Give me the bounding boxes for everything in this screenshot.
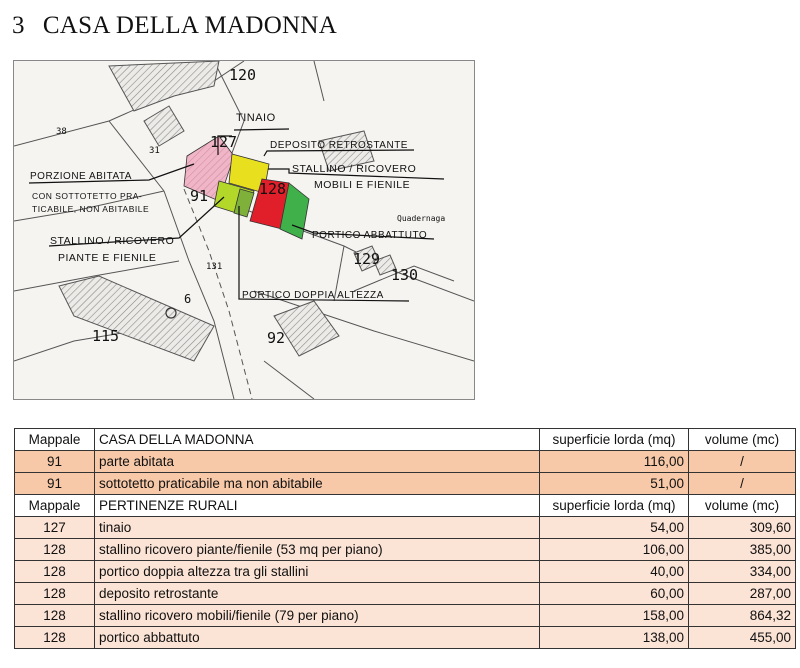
cell-volume: 455,00 <box>689 627 796 649</box>
parcel-130: 130 <box>391 266 419 284</box>
table-row <box>15 583 796 605</box>
table-header-row <box>15 429 796 451</box>
table-header-row <box>15 495 796 517</box>
cell-volume: 309,60 <box>689 517 796 539</box>
parcel-127: 127 <box>210 133 238 151</box>
cell-superficie: 60,00 <box>540 583 689 605</box>
header-pertinenze-rurali: PERTINENZE RURALI <box>95 495 540 517</box>
table-row <box>15 605 796 627</box>
parcel-91: 91 <box>190 187 209 205</box>
cell-mappale: 128 <box>15 605 95 627</box>
cell-mappale: 128 <box>15 539 95 561</box>
cell-mappale: 91 <box>15 473 95 495</box>
parcel-129: 129 <box>353 250 381 268</box>
cell-superficie: 116,00 <box>540 451 689 473</box>
cell-superficie: 138,00 <box>540 627 689 649</box>
label-stallino-piante-2: PIANTE E FIENILE <box>58 252 157 264</box>
cell-superficie: 106,00 <box>540 539 689 561</box>
header-casa-della-madonna: CASA DELLA MADONNA <box>95 429 540 451</box>
cell-mappale: 128 <box>15 627 95 649</box>
parcel-6: 6 <box>184 292 192 306</box>
label-deposito: DEPOSITO RETROSTANTE <box>270 140 408 151</box>
parcel-120: 120 <box>229 66 257 84</box>
label-portico-doppia: PORTICO DOPPIA ALTEZZA <box>242 290 384 301</box>
label-portico-abbattuto: PORTICO ABBATTUTO <box>312 230 428 241</box>
cell-description: stallino ricovero piante/fienile (53 mq per piano) <box>95 539 540 561</box>
surface-volume-table <box>14 428 796 649</box>
cell-superficie: 158,00 <box>540 605 689 627</box>
parcel-115: 115 <box>92 327 120 345</box>
cell-description: tinaio <box>95 517 540 539</box>
cell-description: deposito retrostante <box>95 583 540 605</box>
section-title: CASA DELLA MADONNA <box>42 12 338 39</box>
cell-mappale: 127 <box>15 517 95 539</box>
header-mappale: Mappale <box>15 495 95 517</box>
table-row <box>15 627 796 649</box>
cell-description: parte abitata <box>95 451 540 473</box>
cell-superficie: 40,00 <box>540 561 689 583</box>
table-row <box>15 561 796 583</box>
cell-volume: / <box>689 473 796 495</box>
cell-volume: 287,00 <box>689 583 796 605</box>
page-heading <box>12 12 337 40</box>
cell-description: stallino ricovero mobili/fienile (79 per piano) <box>95 605 540 627</box>
label-porzione-3: TICABILE, NON ABITABILE <box>32 204 150 214</box>
table-row <box>15 517 796 539</box>
cell-superficie: 51,00 <box>540 473 689 495</box>
header-volume: volume (mc) <box>689 429 796 451</box>
table-row <box>15 451 796 473</box>
label-stallino-mobili-2: MOBILI E FIENILE <box>314 179 411 191</box>
label-tinaio: TINAIO <box>236 112 276 124</box>
cell-mappale: 91 <box>15 451 95 473</box>
parcel-131: 131 <box>206 262 223 272</box>
table-row <box>15 473 796 495</box>
section-number: 3 <box>12 12 25 39</box>
leader-lines <box>29 129 444 301</box>
table-row <box>15 539 796 561</box>
cadastral-map <box>13 60 475 400</box>
cell-volume: 334,00 <box>689 561 796 583</box>
label-porzione-1: PORZIONE ABITATA <box>30 171 132 182</box>
label-porzione-2: CON SOTTOTETTO PRA- <box>32 191 143 201</box>
header-mappale: Mappale <box>15 429 95 451</box>
map-drawing <box>14 61 474 399</box>
parcel-128: 128 <box>259 180 287 198</box>
header-superficie: superficie lorda (mq) <box>540 429 689 451</box>
parcel-31: 31 <box>149 146 160 156</box>
label-stallino-piante-1: STALLINO / RICOVERO <box>50 235 175 247</box>
place-quadernaga: Quadernaga <box>397 214 446 223</box>
cell-volume: 864,32 <box>689 605 796 627</box>
cell-description: sottotetto praticabile ma non abitabile <box>95 473 540 495</box>
cell-volume: / <box>689 451 796 473</box>
parcel-38: 38 <box>56 127 67 137</box>
parcel-92: 92 <box>267 329 286 347</box>
cell-description: portico abbattuto <box>95 627 540 649</box>
cell-superficie: 54,00 <box>540 517 689 539</box>
header-volume: volume (mc) <box>689 495 796 517</box>
cell-mappale: 128 <box>15 583 95 605</box>
header-superficie: superficie lorda (mq) <box>540 495 689 517</box>
label-stallino-mobili-1: STALLINO / RICOVERO <box>292 163 417 175</box>
cell-volume: 385,00 <box>689 539 796 561</box>
cell-description: portico doppia altezza tra gli stallini <box>95 561 540 583</box>
cell-mappale: 128 <box>15 561 95 583</box>
